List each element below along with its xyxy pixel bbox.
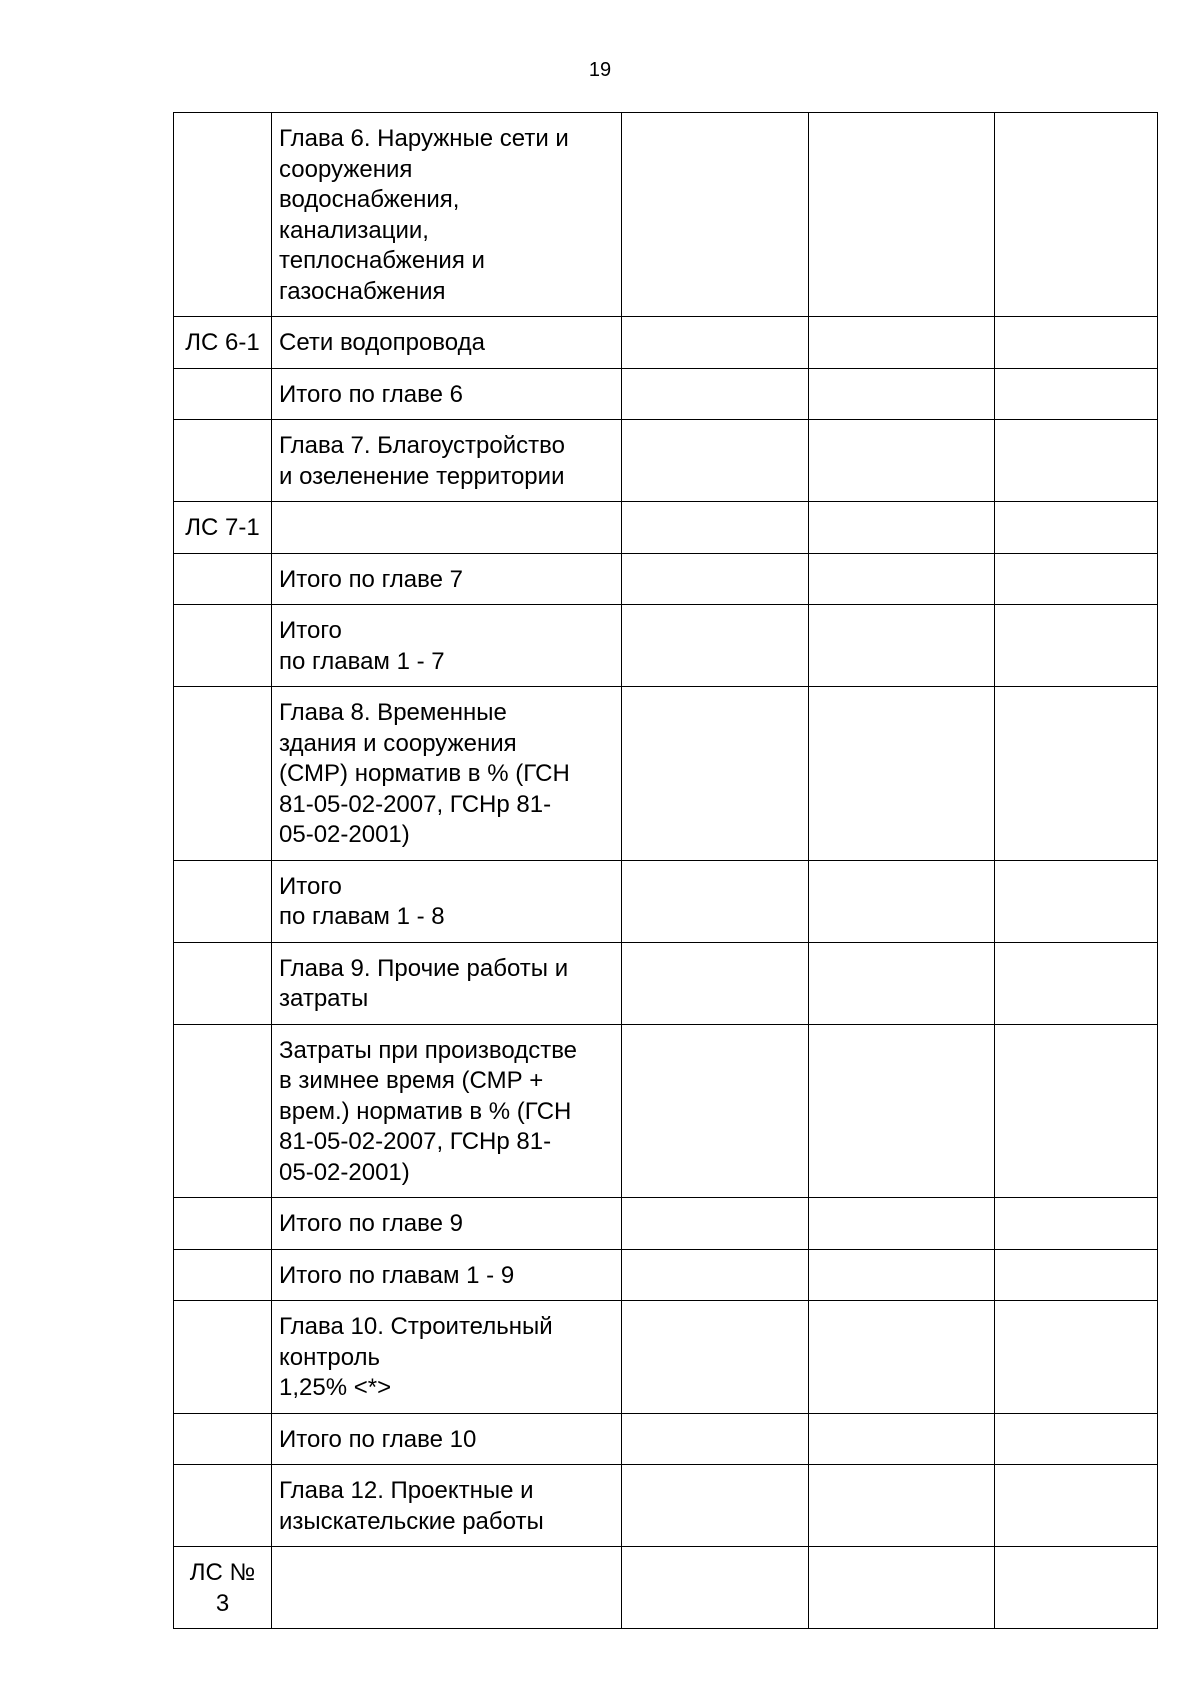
table-row: [174, 1413, 1158, 1465]
cell-value-4: [809, 942, 995, 1024]
cell-code: [174, 1301, 272, 1414]
cell-value-5: [995, 942, 1158, 1024]
cell-value-5: [995, 1301, 1158, 1414]
table-row: [174, 1198, 1158, 1250]
cell-code: ЛС № 3: [174, 1547, 272, 1629]
cell-value-4: [809, 860, 995, 942]
cell-value-4: [809, 605, 995, 687]
cell-code: [174, 1024, 272, 1198]
cell-code: [174, 553, 272, 605]
table-row: [174, 1465, 1158, 1547]
table-row: [174, 1249, 1158, 1301]
table-row: [174, 942, 1158, 1024]
cell-code: [174, 860, 272, 942]
table-row: [174, 368, 1158, 420]
cell-value-3: [622, 317, 809, 369]
table-row: [174, 1547, 1158, 1629]
cell-value-4: [809, 1198, 995, 1250]
cell-code: [174, 687, 272, 861]
table-row: [174, 113, 1158, 317]
table-row: [174, 420, 1158, 502]
cell-name: Итого по главе 6: [272, 368, 622, 420]
cell-value-3: [622, 553, 809, 605]
cell-name: Итого по главам 1 - 7: [272, 605, 622, 687]
cell-code: [174, 942, 272, 1024]
cell-code: [174, 368, 272, 420]
cell-value-5: [995, 1024, 1158, 1198]
estimate-table-body: [174, 113, 1158, 1629]
cell-code: [174, 420, 272, 502]
cell-name: Итого по главе 9: [272, 1198, 622, 1250]
cell-value-5: [995, 553, 1158, 605]
cell-code: [174, 605, 272, 687]
cell-value-4: [809, 420, 995, 502]
cell-code: ЛС 7-1: [174, 502, 272, 554]
cell-name: Итого по главам 1 - 8: [272, 860, 622, 942]
cell-value-5: [995, 860, 1158, 942]
cell-value-3: [622, 1465, 809, 1547]
cell-code: ЛС 6-1: [174, 317, 272, 369]
table-row: [174, 1301, 1158, 1414]
table-row: [174, 605, 1158, 687]
cell-value-3: [622, 687, 809, 861]
cell-name: [272, 502, 622, 554]
cell-value-4: [809, 553, 995, 605]
cell-value-5: [995, 1249, 1158, 1301]
table-row: [174, 317, 1158, 369]
cell-name: Глава 12. Проектные и изыскательские работы: [272, 1465, 622, 1547]
cell-value-3: [622, 605, 809, 687]
cell-value-4: [809, 1301, 995, 1414]
cell-value-4: [809, 1547, 995, 1629]
cell-value-4: [809, 113, 995, 317]
cell-value-3: [622, 502, 809, 554]
cell-name: Глава 10. Строительный контроль 1,25% <*>: [272, 1301, 622, 1414]
cell-value-3: [622, 1024, 809, 1198]
table-row: [174, 553, 1158, 605]
cell-value-5: [995, 368, 1158, 420]
cell-value-4: [809, 317, 995, 369]
cell-value-3: [622, 942, 809, 1024]
cell-name: Итого по главе 7: [272, 553, 622, 605]
cell-value-3: [622, 113, 809, 317]
cell-code: [174, 1465, 272, 1547]
cell-value-5: [995, 1547, 1158, 1629]
cell-code: [174, 1249, 272, 1301]
cell-value-4: [809, 1465, 995, 1547]
cell-value-3: [622, 860, 809, 942]
cell-value-4: [809, 1413, 995, 1465]
cell-name: Итого по главе 10: [272, 1413, 622, 1465]
cell-value-3: [622, 1413, 809, 1465]
table-row: [174, 687, 1158, 861]
cell-name: Глава 8. Временные здания и сооружения (СМР) норматив в % (ГСН 81-05-02-2007, ГСНр 81- 05-02-2001): [272, 687, 622, 861]
cell-value-5: [995, 687, 1158, 861]
cell-value-5: [995, 1413, 1158, 1465]
cell-code: [174, 1198, 272, 1250]
cell-value-5: [995, 113, 1158, 317]
cell-value-5: [995, 1465, 1158, 1547]
cell-code: [174, 113, 272, 317]
estimate-table: [173, 112, 1158, 1629]
cell-name: Сети водопровода: [272, 317, 622, 369]
cell-value-3: [622, 420, 809, 502]
cell-value-3: [622, 1547, 809, 1629]
cell-name: Глава 6. Наружные сети и сооружения водоснабжения, канализации, теплоснабжения и газоснабжения: [272, 113, 622, 317]
page-number: 19: [588, 59, 612, 81]
cell-value-5: [995, 317, 1158, 369]
cell-value-3: [622, 1301, 809, 1414]
cell-value-5: [995, 420, 1158, 502]
cell-value-3: [622, 1249, 809, 1301]
cell-value-5: [995, 605, 1158, 687]
table-row: [174, 860, 1158, 942]
cell-name: Глава 9. Прочие работы и затраты: [272, 942, 622, 1024]
cell-name: Итого по главам 1 - 9: [272, 1249, 622, 1301]
cell-name: Затраты при производстве в зимнее время (СМР + врем.) норматив в % (ГСН 81-05-02-2007, ГСНр 81- 05-02-2001): [272, 1024, 622, 1198]
table-row: [174, 502, 1158, 554]
cell-value-3: [622, 1198, 809, 1250]
cell-value-5: [995, 502, 1158, 554]
cell-value-4: [809, 368, 995, 420]
cell-value-4: [809, 1024, 995, 1198]
cell-value-5: [995, 1198, 1158, 1250]
cell-value-4: [809, 687, 995, 861]
cell-name: [272, 1547, 622, 1629]
cell-code: [174, 1413, 272, 1465]
cell-value-4: [809, 502, 995, 554]
cell-name: Глава 7. Благоустройство и озеленение территории: [272, 420, 622, 502]
cell-value-4: [809, 1249, 995, 1301]
table-row: [174, 1024, 1158, 1198]
cell-value-3: [622, 368, 809, 420]
